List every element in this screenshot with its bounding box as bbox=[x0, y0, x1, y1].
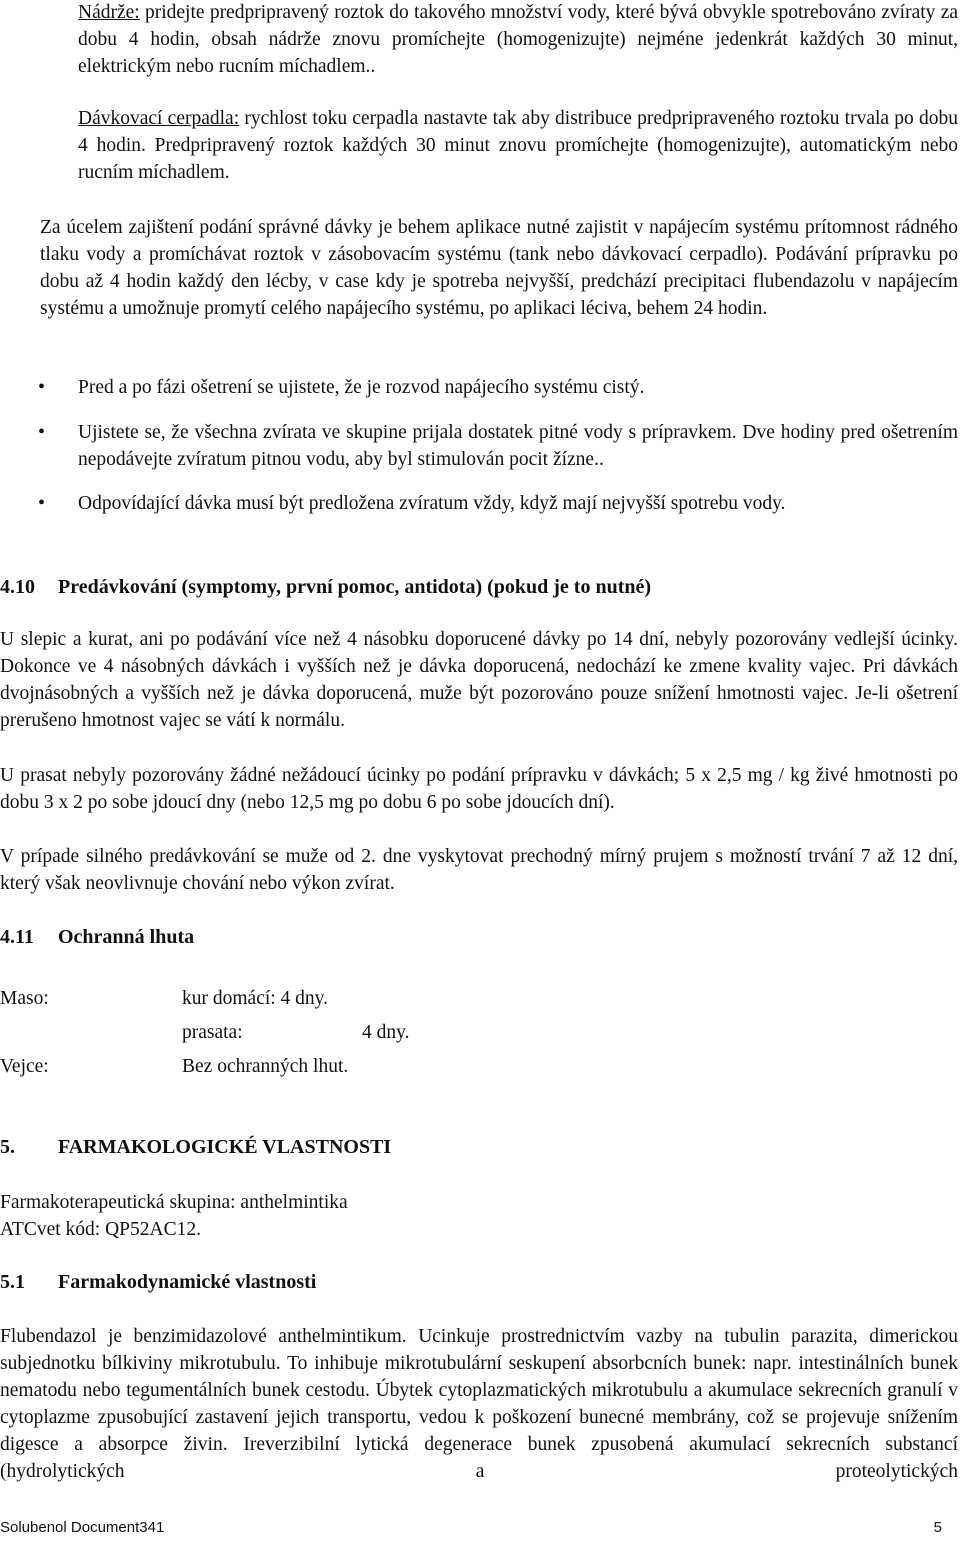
section-51-heading bbox=[0, 1269, 316, 1296]
cerpadla-text: rychlost toku cerpadla nastavte tak aby distribuce predpripraveného roztoku trvala po dobu 4 hodin. Predpripravený roztok každých 30 minut znovu promíchejte (homogenizujte), automatickým nebo rucním míchadlem. bbox=[78, 108, 958, 183]
pharmacotherapeutic-group: Farmakoterapeutická skupina: anthelmintika bbox=[0, 1192, 348, 1213]
overdose-pigs-paragraph: U prasat nebyly pozorovány žádné nežádoucí úcinky po podání prípravku v dávkách; 5 x 2,5 mg / kg živé hmotnosti po dobu 3 x 2 po sobe jdoucí dny (nebo 12,5 mg po dobu 6 po sobe jdoucích dní). bbox=[0, 765, 958, 813]
section-410-title: Predávkování (symptomy, první pomoc, antidota) (pokud je to nutné) bbox=[58, 576, 652, 598]
section-410-number: 4.10 bbox=[0, 576, 35, 598]
maso-kur-value: kur domácí: 4 dny. bbox=[182, 988, 329, 1009]
nadrze-paragraph bbox=[78, 0, 958, 80]
section-51-title: Farmakodynamické vlastnosti bbox=[58, 1271, 317, 1293]
section-5-title: FARMAKOLOGICKÉ VLASTNOSTI bbox=[58, 1136, 392, 1158]
section-411-title: Ochranná lhuta bbox=[58, 926, 195, 948]
maso-prasata-value: 4 dny. bbox=[362, 1022, 410, 1043]
section-411-number: 4.11 bbox=[0, 926, 34, 948]
section-411-heading bbox=[0, 924, 194, 951]
intro-paragraph: Za úcelem zajištení podání správné dávky je behem aplikace nutné zajistit v napájecím systému prítomnost rádného tlaku vody a promíchávat roztok v zásobovacím systému (tank nebo dávkovací cerpadlo). Podávání prípravku po dobu až 4 hodin každý den lécby, v case kdy je spotreba nejvyšší, predchází precipitaci flubendazolu v napájecím systému a umožnuje promytí celého napájecího systému, po aplikaci léciva, behem 24 hodin. bbox=[40, 217, 958, 319]
cerpadla-label: Dávkovací cerpadla: bbox=[78, 108, 240, 129]
bullet-item: Ujistete se, že všechna zvírata ve skupine prijala dostatek pitné vody s prípravkem. Dve hodiny pred ošetrením nepodávejte zvíratum pitnou vodu, aby byl stimulován pocit žízne.. bbox=[78, 422, 958, 470]
bullet-marker: • bbox=[38, 376, 46, 398]
maso-label: Maso: bbox=[0, 988, 49, 1009]
page-number: 5 bbox=[933, 1519, 942, 1536]
nadrze-text: pridejte predpripravený roztok do takového množství vody, které bývá obvykle spotrebováno zvíraty za dobu 4 hodin, obsah nádrže znovu promíchejte (homogenizujte) nejméne jedenkrát každých 30 minut, elektrickým nebo rucním míchadlem.. bbox=[78, 2, 958, 77]
section-5-number: 5. bbox=[0, 1136, 15, 1158]
section-5-heading bbox=[0, 1134, 391, 1161]
vejce-label: Vejce: bbox=[0, 1056, 49, 1077]
nadrze-label: Nádrže: bbox=[78, 2, 140, 23]
overdose-hens-paragraph: U slepic a kurat, ani po podávání více než 4 násobku doporucené dávky po 14 dní, nebyly pozorovány vedlejší úcinky. Dokonce ve 4 násobných dávkách i vyšších než je dávka doporucená, nedochází ke zmene kvality vajec. Pri dávkách dvojnásobných a vyšších než je dávka doporucená, muže být pozorováno pouze snížení hmotnosti vajec. Je-li ošetrení prerušeno hmotnost vajec se vátí k normálu. bbox=[0, 629, 958, 731]
bullet-marker: • bbox=[38, 421, 46, 443]
bullet-item: Odpovídající dávka musí být predložena zvíratum vždy, když mají nejvyšší spotrebu vody. bbox=[78, 493, 786, 514]
maso-prasata-label: prasata: bbox=[182, 1022, 243, 1043]
cerpadla-paragraph bbox=[78, 105, 958, 186]
overdose-severe-paragraph: V prípade silného predávkování se muže od 2. dne vyskytovat prechodný mírný prujem s možností trvání 7 až 12 dní, který však neovlivnuje chování nebo výkon zvírat. bbox=[0, 846, 958, 894]
footer-document-name: Solubenol Document341 bbox=[0, 1519, 165, 1536]
vejce-value: Bez ochranných lhut. bbox=[182, 1056, 349, 1077]
pharmacodynamics-paragraph: Flubendazol je benzimidazolové anthelmintikum. Ucinkuje prostrednictvím vazby na tubulin parazita, dimerickou subjednotku bílkiviny mikrotubulu. To inhibuje mikrotubulární seskupení absorbcních bunek: napr. intestinálních bunek nematodu nebo tegumentálních bunek cestodu. Úbytek cytoplazmatických mikrotubulu a akumulace sekrecních granulí v cytoplazme zpusobující zastavení jejich transportu, vedou k poškození bunecné membrány, což se projevuje snížením digesce a absorpce živin. Ireverzibilní lytická degenerace bunek zpusobená akumulací sekrecních substancí (hydrolytických a proteolytických bbox=[0, 1326, 958, 1482]
section-51-number: 5.1 bbox=[0, 1271, 25, 1293]
atcvet-code: ATCvet kód: QP52AC12. bbox=[0, 1219, 201, 1240]
section-410-heading bbox=[0, 574, 651, 601]
bullet-item: Pred a po fázi ošetrení se ujistete, že je rozvod napájecího systému cistý. bbox=[78, 377, 645, 398]
bullet-marker: • bbox=[38, 492, 46, 514]
